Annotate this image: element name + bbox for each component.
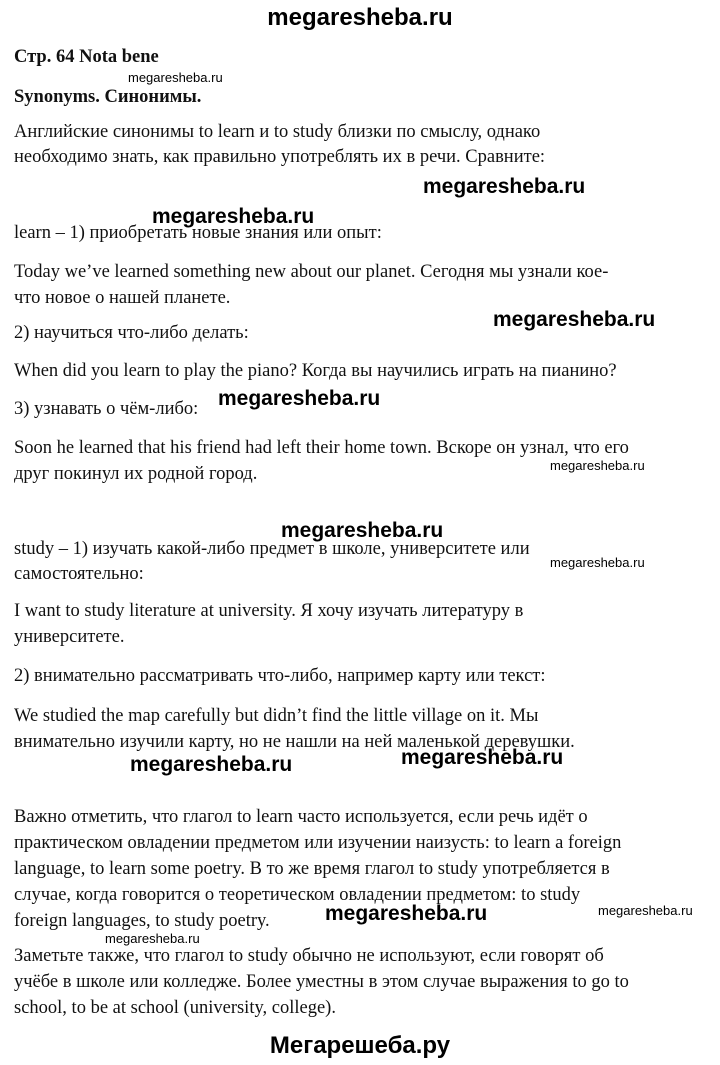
learn-example-1: Today we’ve learned something new about our planet. Сегодня мы узнали кое- <box>14 262 609 282</box>
page-reference: Стр. 64 Nota bene <box>14 47 159 67</box>
site-header: megaresheba.ru <box>267 4 453 31</box>
watermark: megaresheba.ru <box>152 205 315 228</box>
note-line: Важно отметить, что глагол to learn часто используется, если речь идёт о <box>14 807 588 827</box>
note-line: практическом овладении предметом или изучении наизусть: to learn a foreign <box>14 833 622 853</box>
watermark: megaresheba.ru <box>423 175 586 198</box>
note2-line: school, to be at school (university, college). <box>14 998 336 1018</box>
study-example-2: We studied the map carefully but didn’t find the little village on it. Мы <box>14 706 539 726</box>
watermark: megaresheba.ru <box>550 458 645 473</box>
study-definition-2: 2) внимательно рассматривать что-либо, например карту или текст: <box>14 666 546 686</box>
watermark: megaresheba.ru <box>218 387 381 410</box>
intro-line: Английские синонимы to learn и to study близки по смыслу, однако <box>14 122 541 142</box>
study-example-1: I want to study literature at university. Я хочу изучать литературу в <box>14 601 524 621</box>
watermark: megaresheba.ru <box>598 903 693 918</box>
learn-example-1: что новое о нашей планете. <box>14 288 231 308</box>
watermark: megaresheba.ru <box>493 308 656 331</box>
study-example-1: университете. <box>14 627 125 647</box>
note-line: foreign languages, to study poetry. <box>14 911 270 931</box>
site-footer: Мегарешеба.ру <box>269 1032 451 1059</box>
watermark: megaresheba.ru <box>325 902 488 925</box>
watermark: megaresheba.ru <box>281 519 444 542</box>
learn-definition-1: learn – 1) приобретать новые знания или опыт: <box>14 223 382 243</box>
watermark: megaresheba.ru <box>401 746 564 769</box>
study-definition-1: самостоятельно: <box>14 564 144 584</box>
note-line: случае, когда говорится о теоретическом овладении предметом: to study <box>14 885 581 905</box>
note2-line: Заметьте также, что глагол to study обычно не используют, если говорят об <box>14 946 604 966</box>
watermark: megaresheba.ru <box>550 555 645 570</box>
learn-example-3: Soon he learned that his friend had left their home town. Вскоре он узнал, что его <box>14 438 629 458</box>
watermark: megaresheba.ru <box>105 931 200 946</box>
note2-line: учёбе в школе или колледже. Более уместны в этом случае выражения to go to <box>14 972 629 992</box>
learn-example-3: друг покинул их родной город. <box>14 464 258 484</box>
note-line: language, to learn some poetry. В то же время глагол to study употребляется в <box>14 859 610 879</box>
learn-example-2: When did you learn to play the piano? Когда вы научились играть на пианино? <box>14 361 617 381</box>
learn-definition-3: 3) узнавать о чём-либо: <box>14 399 199 419</box>
learn-definition-2: 2) научиться что-либо делать: <box>14 323 249 343</box>
intro-line: необходимо знать, как правильно употреблять их в речи. Сравните: <box>14 147 546 167</box>
study-example-2: внимательно изучили карту, но не нашли на ней маленькой деревушки. <box>14 732 575 752</box>
topic-title: Synonyms. Синонимы. <box>14 87 202 107</box>
study-definition-1: study – 1) изучать какой-либо предмет в школе, университете или <box>14 539 530 559</box>
watermark: megaresheba.ru <box>128 70 223 85</box>
watermark: megaresheba.ru <box>130 753 293 776</box>
